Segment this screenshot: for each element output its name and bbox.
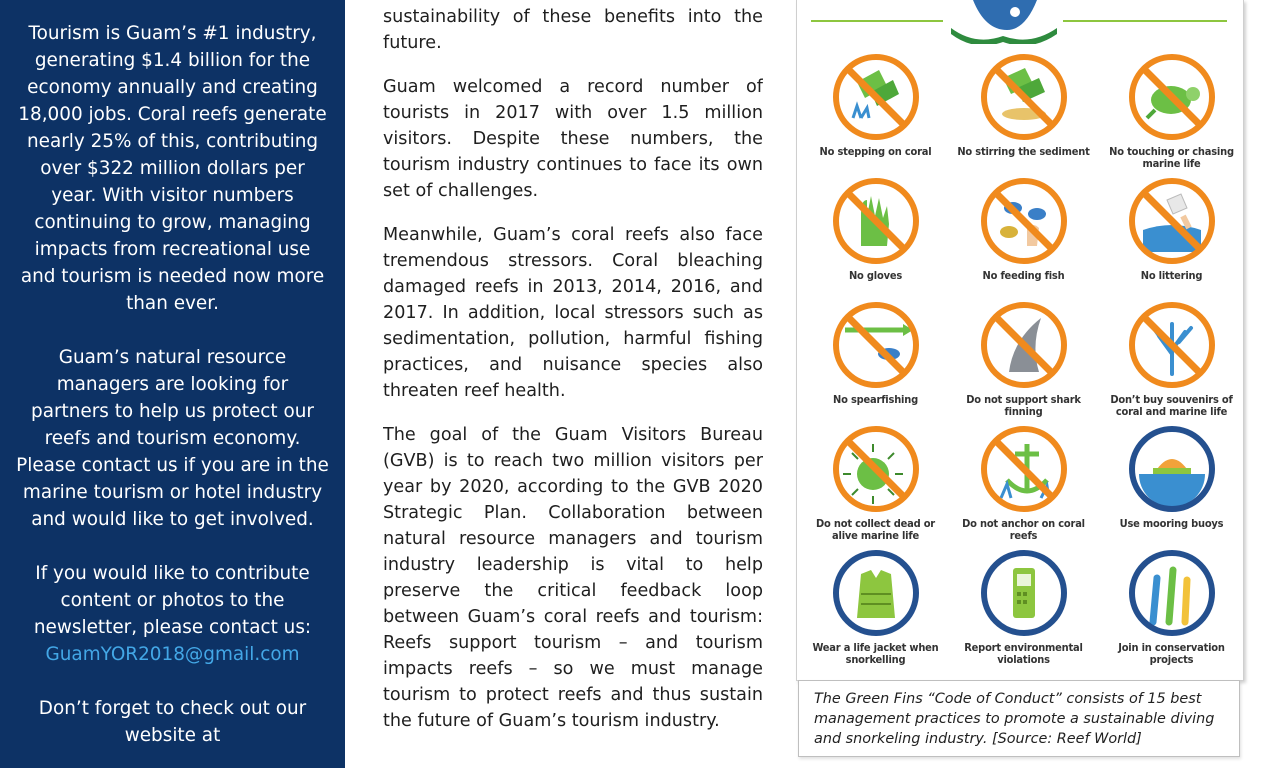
article-paragraph-gvb-goal: The goal of the Guam Visitors Bureau (GVB) is to reach two million visitors per year by 2020, according to the GVB 2020 Strategic Plan. Collaboration between natural resource managers and tourism industry leadership is vital to help preserve the critical feedback loop between Guam’s coral reefs and tourism: Reefs support tourism – and tourism impacts reefs – so we must manage tourism to protect reefs and thus sustain the future of Guam’s tourism industry. [383, 425, 763, 731]
conduct-item-label: Do not anchor on coral reefs [962, 517, 1085, 542]
littering-icon [1127, 176, 1217, 266]
shark-fin-icon [979, 300, 1069, 390]
conduct-item [1099, 424, 1244, 530]
sidebar-paragraph-partners: Guam’s natural resource managers are looking for partners to help us protect our reefs and tourism economy. Please contact us if you are in the marine tourism or hotel industry and would like to get involved. [16, 347, 329, 530]
conduct-item [803, 548, 948, 666]
conduct-item-label: No spearfishing [833, 393, 918, 406]
conduct-item [803, 52, 948, 158]
sidebar-paragraph-contribute [16, 560, 329, 668]
conduct-item [1099, 176, 1244, 282]
conduct-item [951, 52, 1096, 158]
conduct-item [803, 424, 948, 542]
conduct-item [951, 424, 1096, 542]
conduct-item-label: Report environmental violations [964, 641, 1083, 666]
life-jacket-icon [831, 548, 921, 638]
conduct-item-label: No stirring the sediment [957, 145, 1090, 158]
conduct-item-label: Wear a life jacket when snorkelling [812, 641, 939, 666]
conduct-item-label: Don’t buy souvenirs of coral and marine life [1110, 393, 1233, 418]
conduct-item-label: No gloves [848, 269, 903, 282]
header-rule-right [1063, 20, 1227, 22]
conduct-item [1099, 548, 1244, 666]
article-column [383, 4, 763, 774]
conduct-item-label: Use mooring buoys [1119, 517, 1224, 530]
conduct-item [803, 176, 948, 282]
conduct-item-label: No littering [1140, 269, 1203, 282]
code-of-conduct-figure [796, 0, 1244, 681]
conduct-item-label: No touching or chasing marine life [1109, 145, 1234, 170]
conduct-item [1099, 52, 1244, 170]
spearfishing-icon [831, 300, 921, 390]
article-paragraph-sustainability: sustainability of these benefits into the future. [383, 7, 763, 53]
mooring-buoy-icon [1127, 424, 1217, 514]
sidebar-paragraph-tourism: Tourism is Guam’s #1 industry, generating $1.4 billion for the economy annually and creating 18,000 jobs. Coral reefs generate nearly 25% of this, contributing over $322 million dollars per year. With visitor numbers continuing to grow, managing impacts from recreational use and tourism is needed now more than ever. [18, 23, 327, 314]
conduct-item [951, 300, 1096, 418]
turtle-icon [1127, 52, 1217, 142]
conduct-item [951, 548, 1096, 666]
fins-on-coral-icon [831, 52, 921, 142]
anchor-icon [979, 424, 1069, 514]
sidebar-contribute-text: If you would like to contribute content or photos to the newsletter, please contact us: [33, 563, 312, 638]
fins-sediment-icon [979, 52, 1069, 142]
conduct-item [951, 176, 1096, 282]
phone-icon [979, 548, 1069, 638]
article-paragraph-stressors: Meanwhile, Guam’s coral reefs also face tremendous stressors. Coral bleaching damaged reefs in 2013, 2014, 2016, and 2017. In addition, local stressors such as sedimentation, pollution, harmful fishing practices, and nuisance species also threaten reef health. [383, 225, 763, 401]
conduct-item [1099, 300, 1244, 418]
sea-urchin-icon [831, 424, 921, 514]
conduct-item-label: Do not collect dead or alive marine life [816, 517, 935, 542]
conduct-item [803, 300, 948, 406]
feeding-fish-icon [979, 176, 1069, 266]
conduct-item-label: No stepping on coral [819, 145, 932, 158]
conduct-item-label: Do not support shark finning [966, 393, 1081, 418]
coral-souvenir-icon [1127, 300, 1217, 390]
header-rule-left [811, 20, 943, 22]
article-paragraph-visitors: Guam welcomed a record number of tourists in 2017 with over 1.5 million visitors. Despite these numbers, the tourism industry continues to face its own set of challenges. [383, 77, 763, 201]
conduct-item-label: Join in conservation projects [1118, 641, 1225, 666]
figure-caption: The Green Fins “Code of Conduct” consists of 15 best management practices to promote a sustainable diving and snorkeling industry. [Source: Reef World] [798, 680, 1240, 757]
contact-email-link[interactable]: GuamYOR2018@gmail.com [45, 644, 300, 665]
green-fins-logo-icon [945, 0, 1063, 44]
conduct-item-label: No feeding fish [982, 269, 1065, 282]
sidebar [0, 0, 345, 768]
sidebar-paragraph-website: Don’t forget to check out our website at [38, 698, 307, 746]
hands-icon [1127, 548, 1217, 638]
gloves-icon [831, 176, 921, 266]
